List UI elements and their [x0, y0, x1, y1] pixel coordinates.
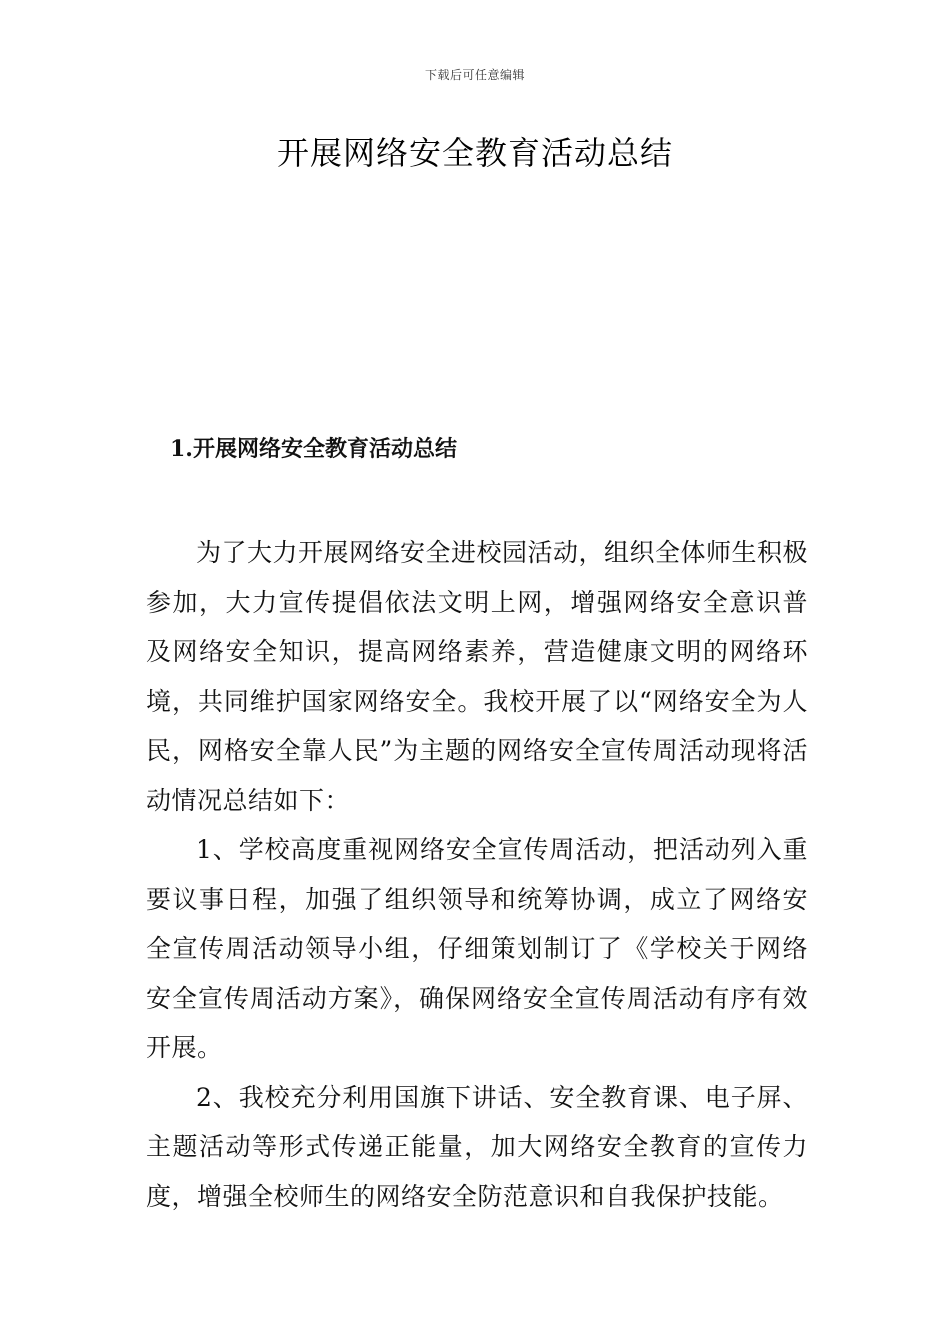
section-heading: 1.开展网络安全教育活动总结: [170, 436, 457, 462]
paragraph-point-2: 2、我校充分利用国旗下讲话、安全教育课、电子屏、主题活动等形式传递正能量，加大网络安全教育的宣传力度，增强全校师生的网络安全防范意识和自我保护技能。: [146, 1082, 808, 1211]
header-note: 下载后可任意编辑: [424, 68, 525, 82]
paragraph-point-1: 1、学校高度重视网络安全宣传周活动，把活动列入重要议事日程，加强了组织领导和统筹协调，成立了网络安全宣传周活动领导小组，仔细策划制订了《学校关于网络安全宣传周活动方案》，确保网络安全宣传周活动有序有效开展。: [146, 835, 808, 1062]
document-title: 开展网络安全教育活动总结: [276, 134, 673, 172]
paragraph-intro: 为了大力开展网络安全进校园活动，组织全体师生积极参加，大力宣传提倡依法文明上网，增强网络安全意识普及网络安全知识，提高网络素养，营造健康文明的网络环境，共同维护国家网络安全。我校开展了以“网络安全为人民，网格安全靠人民”为主题的网络安全宣传周活动现将活动情况总结如下：: [146, 538, 809, 815]
body-text: [146, 528, 808, 1221]
